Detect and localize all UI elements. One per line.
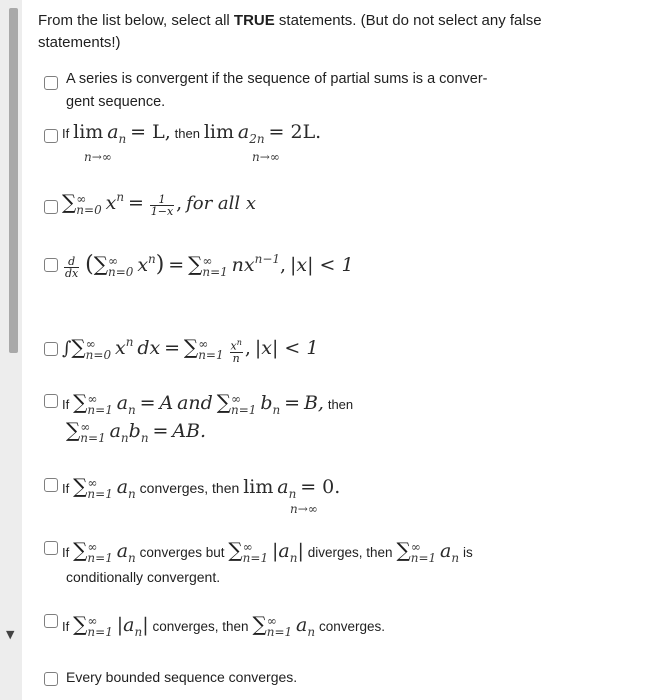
question-prompt: From the list below, select all TRUE statements. (But do not select any false statements!) <box>38 12 542 51</box>
option-1-line1: A series is convergent if the sequence of partial sums is a conver- <box>66 71 488 87</box>
option-6-checkbox[interactable] <box>44 394 58 408</box>
option-10-label: Every bounded sequence converges. <box>66 669 298 685</box>
option-7-limit-subscript: n→∞ <box>290 502 318 516</box>
option-5-checkbox[interactable] <box>44 342 58 356</box>
option-9-checkbox[interactable] <box>44 614 58 628</box>
option-8-line2: conditionally convergent. <box>66 569 221 585</box>
question-emphasis: TRUE <box>233 12 275 29</box>
question-panel: From the list below, select all TRUE statements. (But do not select any false statements!) A series is convergent if the sequence of partial sums is a conver- gent sequence. If lim an = L, then lim a2n = 2L. n→∞ n→∞ ∑ ∞ n=0 xn = $\frac{1}{1-x}$ , for all x $\frac{d}{dx}$ (∑ ∞ n=0 xn) = ∑ ∞ n=1 nxn−1, |x| < 1 ∫∑ ∞ n=0 xn dx = ∑ ∞ n=1 $\frac{x^n}{n}$ , |x| < 1 If ∑ ∞ n=1 an = A and ∑ ∞ n=1 bn = B, then ∑ ∞ n=1 anbn = AB. If ∑ ∞ n=1 an converges, then lim an = 0. n→∞ If ∑ ∞ n=1 an converges but ∑ ∞ n=1 |an| diverges, then ∑ ∞ n=1 an is conditionally convergent. If ∑ ∞ n=1 |an| converges, then ∑ ∞ n=1 an converges. Every bounded sequence converges. <box>0 0 654 700</box>
option-2-checkbox[interactable] <box>44 129 58 143</box>
caret-down-icon: ▼ <box>6 628 15 641</box>
option-7-checkbox[interactable] <box>44 478 58 492</box>
option-2-limit-subscript-1: n→∞ <box>84 150 112 164</box>
option-4-checkbox[interactable] <box>44 258 58 272</box>
option-8-checkbox[interactable] <box>44 541 58 555</box>
option-3-checkbox[interactable] <box>44 200 58 214</box>
option-1-line2: gent sequence. <box>66 94 166 110</box>
option-1-checkbox[interactable] <box>44 76 58 90</box>
option-2-limit-subscript-2: n→∞ <box>252 150 280 164</box>
option-10-checkbox[interactable] <box>44 672 58 686</box>
